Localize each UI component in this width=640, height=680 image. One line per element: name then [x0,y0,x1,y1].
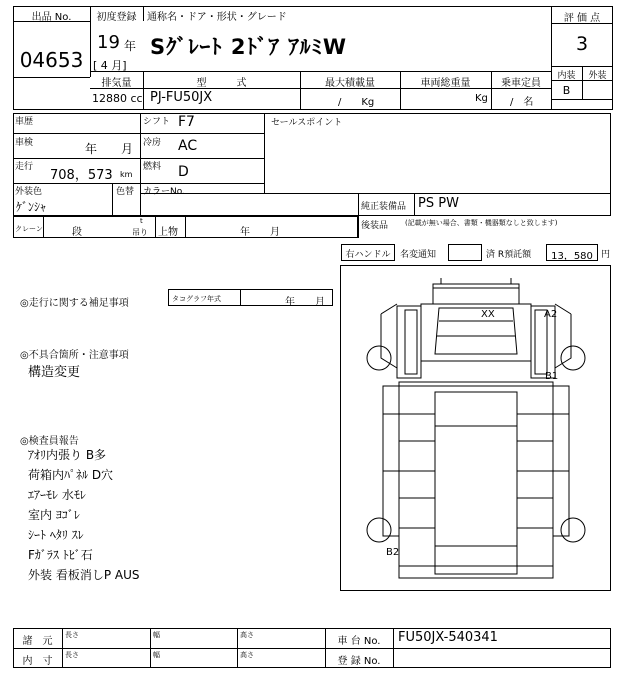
registration-label: 登 録 No. [337,656,381,667]
damage-mark-b1: B1 [545,371,559,382]
fuel: D [178,164,189,180]
defect-item: 構造変更 [28,365,81,380]
name-change-box [448,244,482,261]
max-load: / Kg [338,97,375,108]
name-label: 通称名・ドア・形状・グレード [147,12,287,23]
damage-mark-xx: XX [481,309,495,320]
inspection-label: 車検 [15,138,34,148]
crane-hang: 吊り [132,228,148,237]
inspector-report-label: ◎検査員報告 [20,436,79,447]
displacement: 12880 cc [92,92,143,105]
gvw: Kg [475,93,488,104]
lot-number: 04653 [19,48,84,72]
chassis-label: 車 台 No. [337,636,381,647]
rhd: 右ハンドル [345,250,391,260]
inner-dims-label: 内 寸 [22,656,53,667]
aftermarket-note: (記載が無い場合、書類・機器類なしと致します) [405,219,558,227]
ext-color: ｹﾞﾝｼｬ [16,200,47,214]
shift: F7 [178,114,195,130]
tachograph-value: 年 月 [285,297,325,308]
inspector-item: ｱｵﾘ内張り B多 [28,448,107,462]
spec-label: 諸 元 [22,636,53,647]
shift-label: シフト [143,117,171,127]
name-change-label: 名変通知 [400,250,437,260]
max-load-label: 最大積載量 [325,78,375,89]
recycle-amount: 13，580 [551,251,593,262]
overall-score: 3 [575,33,589,55]
driving-notes-label: ◎走行に関する補足事項 [20,298,129,309]
ext-color-label: 外装色 [15,187,43,197]
sales-point-label: セールスポイント [271,118,343,128]
recycle-label: 済 R預託額 [486,250,532,260]
exterior-score-label: 外装 [588,71,607,81]
capacity-label: 乗車定員 [501,78,541,89]
width-label: 幅 [153,651,160,659]
length-label: 長さ [65,631,79,639]
lot-number-label: 出品 No. [31,12,72,23]
crane-label: クレーン [15,225,43,233]
interior-score: B [562,84,571,97]
first-reg-label: 初度登録 [96,12,137,23]
truck-diagram [340,265,611,591]
capacity: / 名 [510,97,534,108]
mileage-unit: km [120,170,133,179]
fuel-label: 燃料 [143,162,162,172]
damage-mark-b2: B2 [386,547,400,558]
mileage: 708，573 [50,168,113,183]
crane-ton: t [140,217,143,225]
upper-label: 上物 [158,227,178,238]
history-label: 車歴 [15,117,34,127]
inspector-item: 外装 看板消しP AUS [28,568,140,582]
tachograph-label: タコグラフ年式 [172,295,221,303]
inspector-item: 室内 ﾖｺﾞﾚ [28,508,80,522]
color-change-label: 色替 [116,187,135,197]
model-name: Sｸﾞﾚｰﾄ 2ﾄﾞｱ ｱﾙﾐW [150,35,348,59]
damage-mark-a2: A2 [544,309,558,320]
length-label: 長さ [65,651,79,659]
inspector-item: 荷箱内ﾊﾟﾈﾙ D穴 [28,468,114,482]
width-label: 幅 [153,631,160,639]
inspection: 年 月 [85,142,134,156]
color-number-label: カラーNo. [143,187,185,197]
inspector-item: Fｶﾞﾗｽ ﾄﾋﾞ石 [28,548,93,562]
ac: AC [178,138,198,154]
defects-label: ◎不具合箇所・注意事項 [20,350,129,361]
chassis-number: FU50JX-540341 [398,630,498,645]
gvw-label: 車両総重量 [420,78,471,89]
first-reg-year: 19 [97,32,120,53]
inspector-item: ｴｱｰﾓﾚ 水ﾓﾚ [28,488,86,502]
ac-label: 冷房 [143,138,162,148]
model-code: PJ-FU50JX [150,90,213,105]
inspector-item: ｼｰﾄ ﾍﾀﾘ ｽﾚ [28,528,84,542]
options: PS PW [418,196,459,211]
first-reg-month: [ 4 月] [93,59,127,72]
displacement-label: 排気量 [101,78,132,89]
crane-stage: 段 [72,227,82,238]
aftermarket-label: 後装品 [361,221,389,231]
truck-outline-drawing [341,266,612,592]
upper-date: 年 月 [240,227,280,238]
yen-unit: 円 [601,250,611,260]
height-label: 高さ [240,651,254,659]
score-label: 評 価 点 [563,13,601,24]
interior-score-label: 内装 [557,71,576,81]
mileage-label: 走行 [15,162,34,172]
height-label: 高さ [240,631,254,639]
model-code-label: 型 式 [196,78,247,89]
options-label: 純正装備品 [361,202,407,212]
first-reg-year-unit: 年 [124,39,137,53]
